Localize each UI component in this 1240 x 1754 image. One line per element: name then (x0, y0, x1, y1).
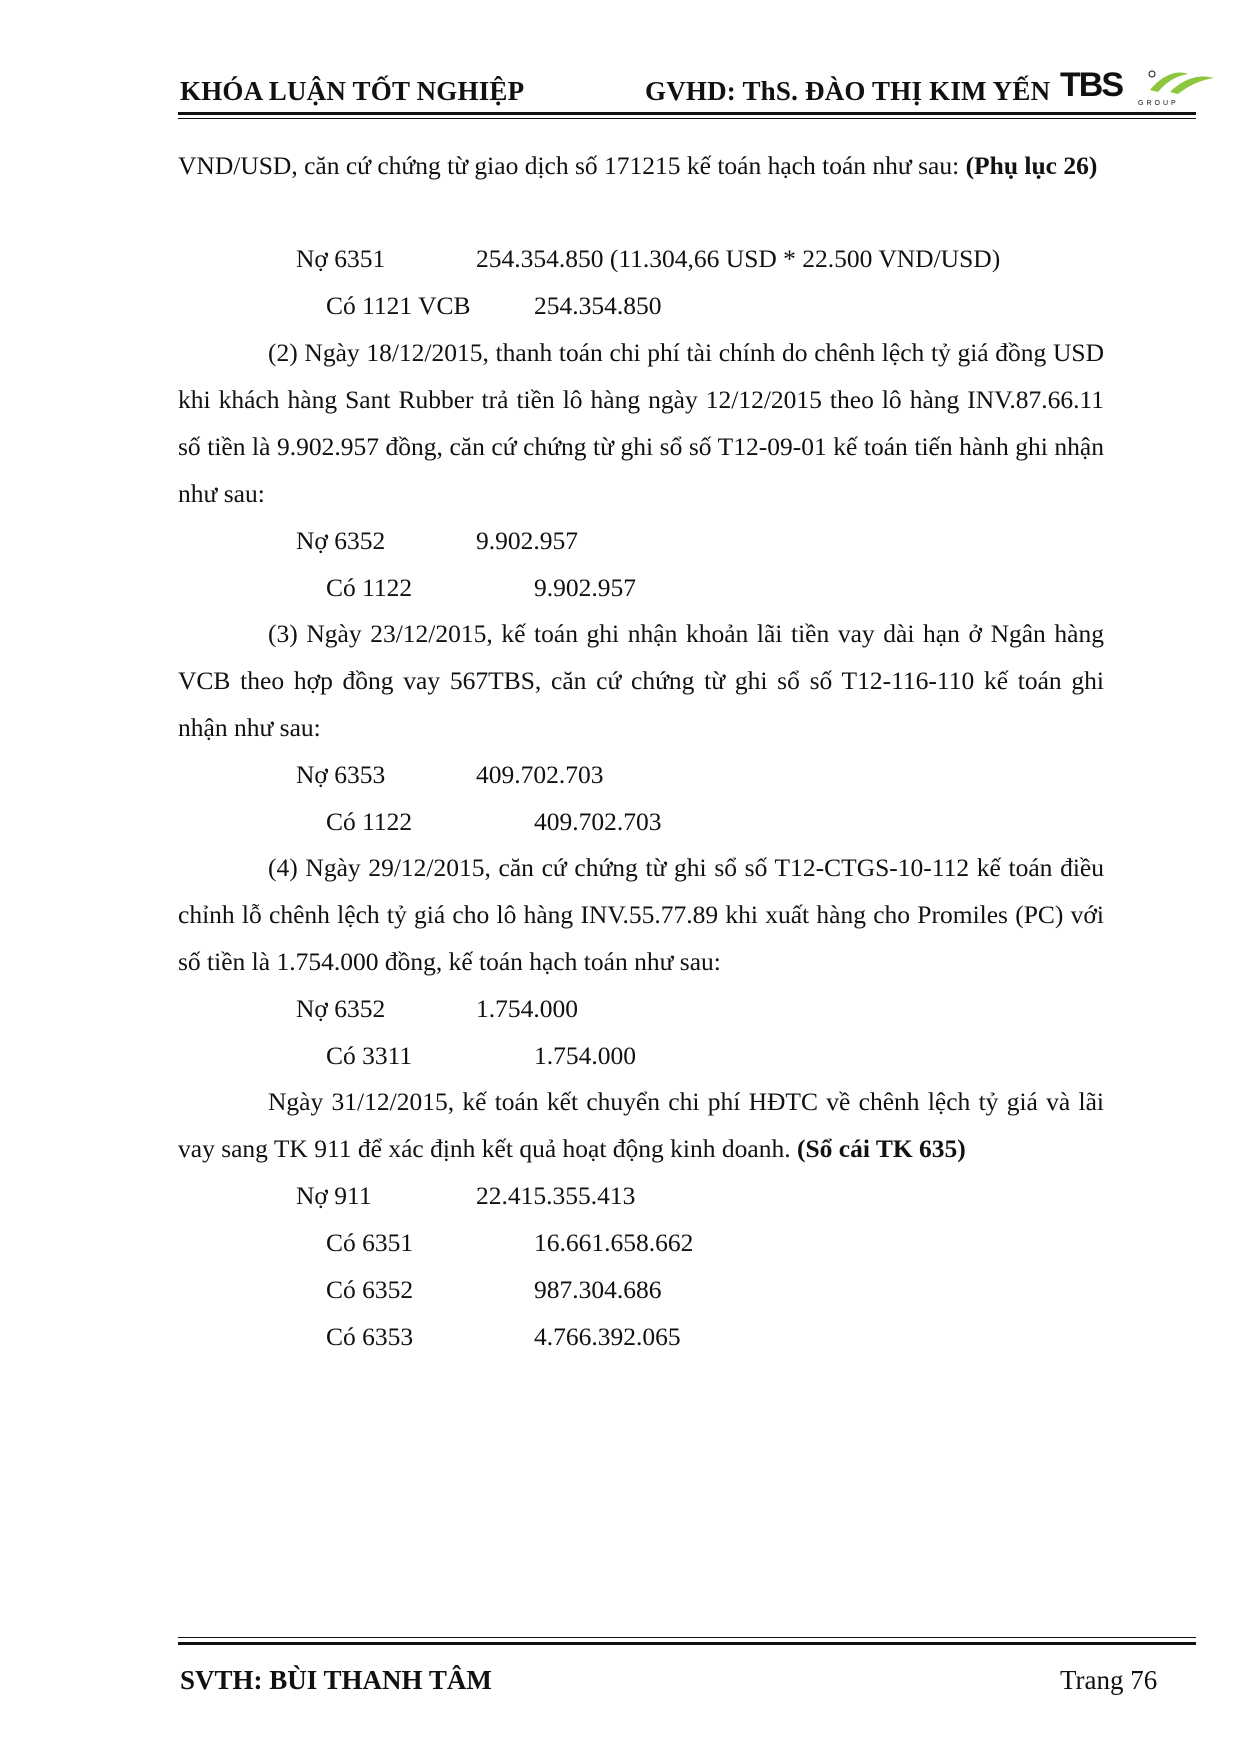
entry-4-debit-amount: 1.754.000 (476, 994, 578, 1023)
logo-text: TBS (1060, 68, 1122, 104)
entry-1-credit-amount: 254.354.850 (534, 291, 662, 320)
entry-4-debit-account: Nợ 6352 (296, 994, 386, 1023)
paragraph-5-ref: (Sổ cái TK 635) (796, 1134, 966, 1163)
entry-3-credit-account: Có 1122 (326, 807, 413, 836)
tbs-group-logo (1058, 68, 1218, 108)
entry-4-credit-account: Có 3311 (326, 1041, 413, 1070)
entry-1-credit-account: Có 1121 VCB (326, 291, 471, 320)
header-supervisor: GVHD: ThS. ĐÀO THỊ KIM YẾN (645, 76, 1051, 106)
footer-student: SVTH: BÙI THANH TÂM (180, 1665, 492, 1695)
entry-5-credit-account-2: Có 6352 (326, 1275, 414, 1304)
header-rule-thick (178, 112, 1196, 115)
entry-1-debit-account: Nợ 6351 (296, 244, 386, 273)
entry-3-debit-account: Nợ 6353 (296, 760, 386, 789)
entry-3-credit-amount: 409.702.703 (534, 807, 662, 836)
entry-5-credit-amount-2: 987.304.686 (534, 1275, 662, 1304)
paragraph-2: (2) Ngày 18/12/2015, thanh toán chi phí tài chính do chênh lệch tỷ giá đồng USD khi khách hàng Sant Rubber trả tiền lô hàng ngày 12/12/2015 theo lô hàng INV.87.66.11 số tiền là 9.902.957 đồng, căn cứ chứng từ ghi sổ số T12-09-01 kế toán tiến hành ghi nhận như sau: (178, 338, 1104, 508)
footer-rule-thin (178, 1637, 1196, 1638)
entry-5-credit-amount-1: 16.661.658.662 (534, 1228, 694, 1257)
footer-rule-thick (178, 1642, 1196, 1645)
paragraph-1-text: VND/USD, căn cứ chứng từ giao dịch số 171215 kế toán hạch toán như sau: (178, 151, 966, 180)
entry-4-credit-amount: 1.754.000 (534, 1041, 636, 1070)
paragraph-5 (178, 1078, 1104, 1172)
entry-3-debit-amount: 409.702.703 (476, 760, 604, 789)
footer-page-number: Trang 76 (1060, 1665, 1158, 1695)
entry-2-credit-amount: 9.902.957 (534, 573, 636, 602)
paragraph-5-text: Ngày 31/12/2015, kế toán kết chuyển chi phí HĐTC về chênh lệch tỷ giá và lãi vay sang TK 911 để xác định kết quả hoạt động kinh doanh. (178, 1087, 1104, 1163)
entry-5-credit-account-3: Có 6353 (326, 1322, 414, 1351)
paragraph-1-ref: (Phụ lục 26) (965, 151, 1098, 180)
paragraph-1 (178, 142, 1104, 189)
header-thesis-title: KHÓA LUẬN TỐT NGHIỆP (180, 76, 525, 106)
header-rule-thin (178, 118, 1196, 119)
entry-2-debit-account: Nợ 6352 (296, 526, 386, 555)
paragraph-4: (4) Ngày 29/12/2015, căn cứ chứng từ ghi sổ số T12-CTGS-10-112 kế toán điều chỉnh lỗ chênh lệch tỷ giá cho lô hàng INV.55.77.89 khi xuất hàng cho Promiles (PC) với số tiền là 1.754.000 đồng, kế toán hạch toán như sau: (178, 853, 1104, 976)
entry-5-debit-account: Nợ 911 (296, 1181, 372, 1210)
entry-5-credit-amount-3: 4.766.392.065 (534, 1322, 681, 1351)
entry-1-debit-amount: 254.354.850 (11.304,66 USD * 22.500 VND/USD) (476, 244, 1001, 273)
entry-2-debit-amount: 9.902.957 (476, 526, 578, 555)
paragraph-3: (3) Ngày 23/12/2015, kế toán ghi nhận khoản lãi tiền vay dài hạn ở Ngân hàng VCB theo hợp đồng vay 567TBS, căn cứ chứng từ ghi sổ số T12-116-110 kế toán ghi nhận như sau: (178, 619, 1104, 742)
logo-subtext: GROUP (1138, 100, 1179, 107)
entry-5-credit-account-1: Có 6351 (326, 1228, 414, 1257)
entry-2-credit-account: Có 1122 (326, 573, 413, 602)
entry-5-debit-amount: 22.415.355.413 (476, 1181, 636, 1210)
